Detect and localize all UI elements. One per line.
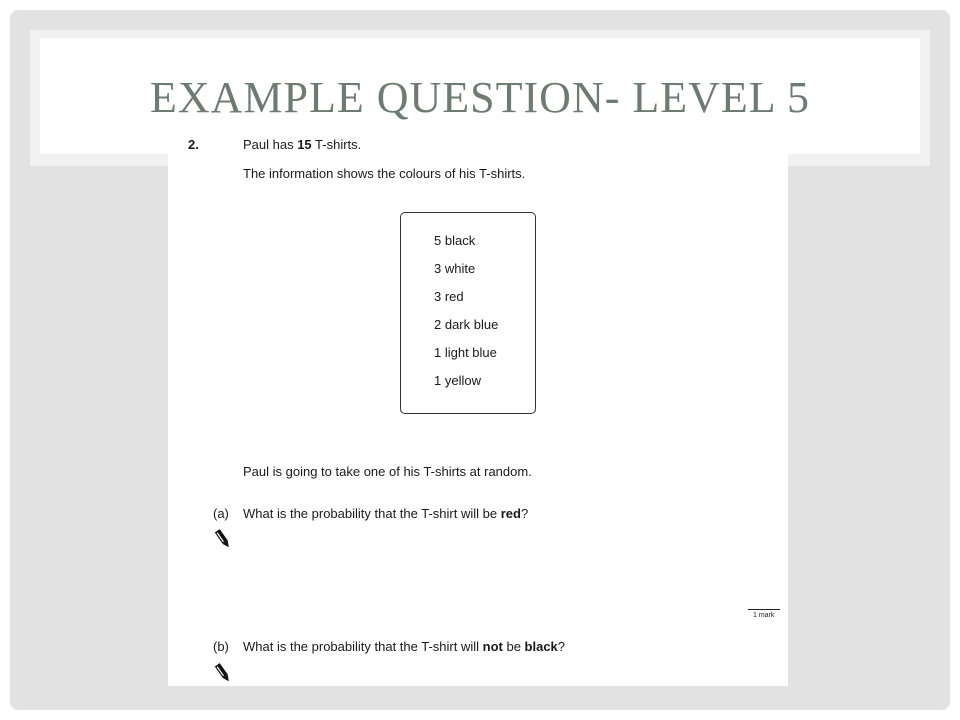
part-b-keyword-not: not	[482, 639, 503, 654]
part-b-keyword-black: black	[524, 639, 558, 654]
intro-shirt-count: 15	[297, 137, 312, 152]
slide-title: EXAMPLE QUESTION- LEVEL 5	[149, 73, 811, 122]
part-b-question	[243, 639, 565, 654]
colour-info-box	[400, 212, 536, 414]
part-a-question	[243, 506, 528, 521]
part-a-label: (a)	[213, 506, 229, 521]
colour-item: 3 white	[434, 261, 476, 276]
question-paper	[168, 126, 788, 686]
part-b-text-mid: be	[502, 639, 525, 654]
part-b-text-start: What is the probability that the T-shirt will	[243, 639, 483, 654]
part-b-label: (b)	[213, 639, 229, 654]
part-a-text-end: ?	[520, 506, 529, 521]
mark-line	[748, 609, 780, 610]
pencil-icon	[213, 662, 233, 684]
part-b-text-end: ?	[557, 639, 566, 654]
intro-text-start: Paul has	[243, 137, 298, 152]
colour-item: 1 yellow	[434, 373, 481, 388]
random-statement: Paul is going to take one of his T-shirts at random.	[243, 464, 532, 479]
question-intro	[243, 137, 361, 152]
colour-item: 3 red	[434, 289, 464, 304]
intro-text-end: T-shirts.	[311, 137, 362, 152]
info-statement: The information shows the colours of his T-shirts.	[243, 166, 526, 181]
question-number: 2.	[188, 137, 199, 152]
part-a-text-start: What is the probability that the T-shirt will be	[243, 506, 501, 521]
mark-label: 1 mark	[753, 612, 775, 619]
colour-item: 2 dark blue	[434, 317, 499, 332]
part-a-keyword: red	[500, 506, 521, 521]
colour-item: 1 light blue	[434, 345, 497, 360]
pencil-icon	[213, 528, 233, 550]
colour-item: 5 black	[434, 233, 476, 248]
